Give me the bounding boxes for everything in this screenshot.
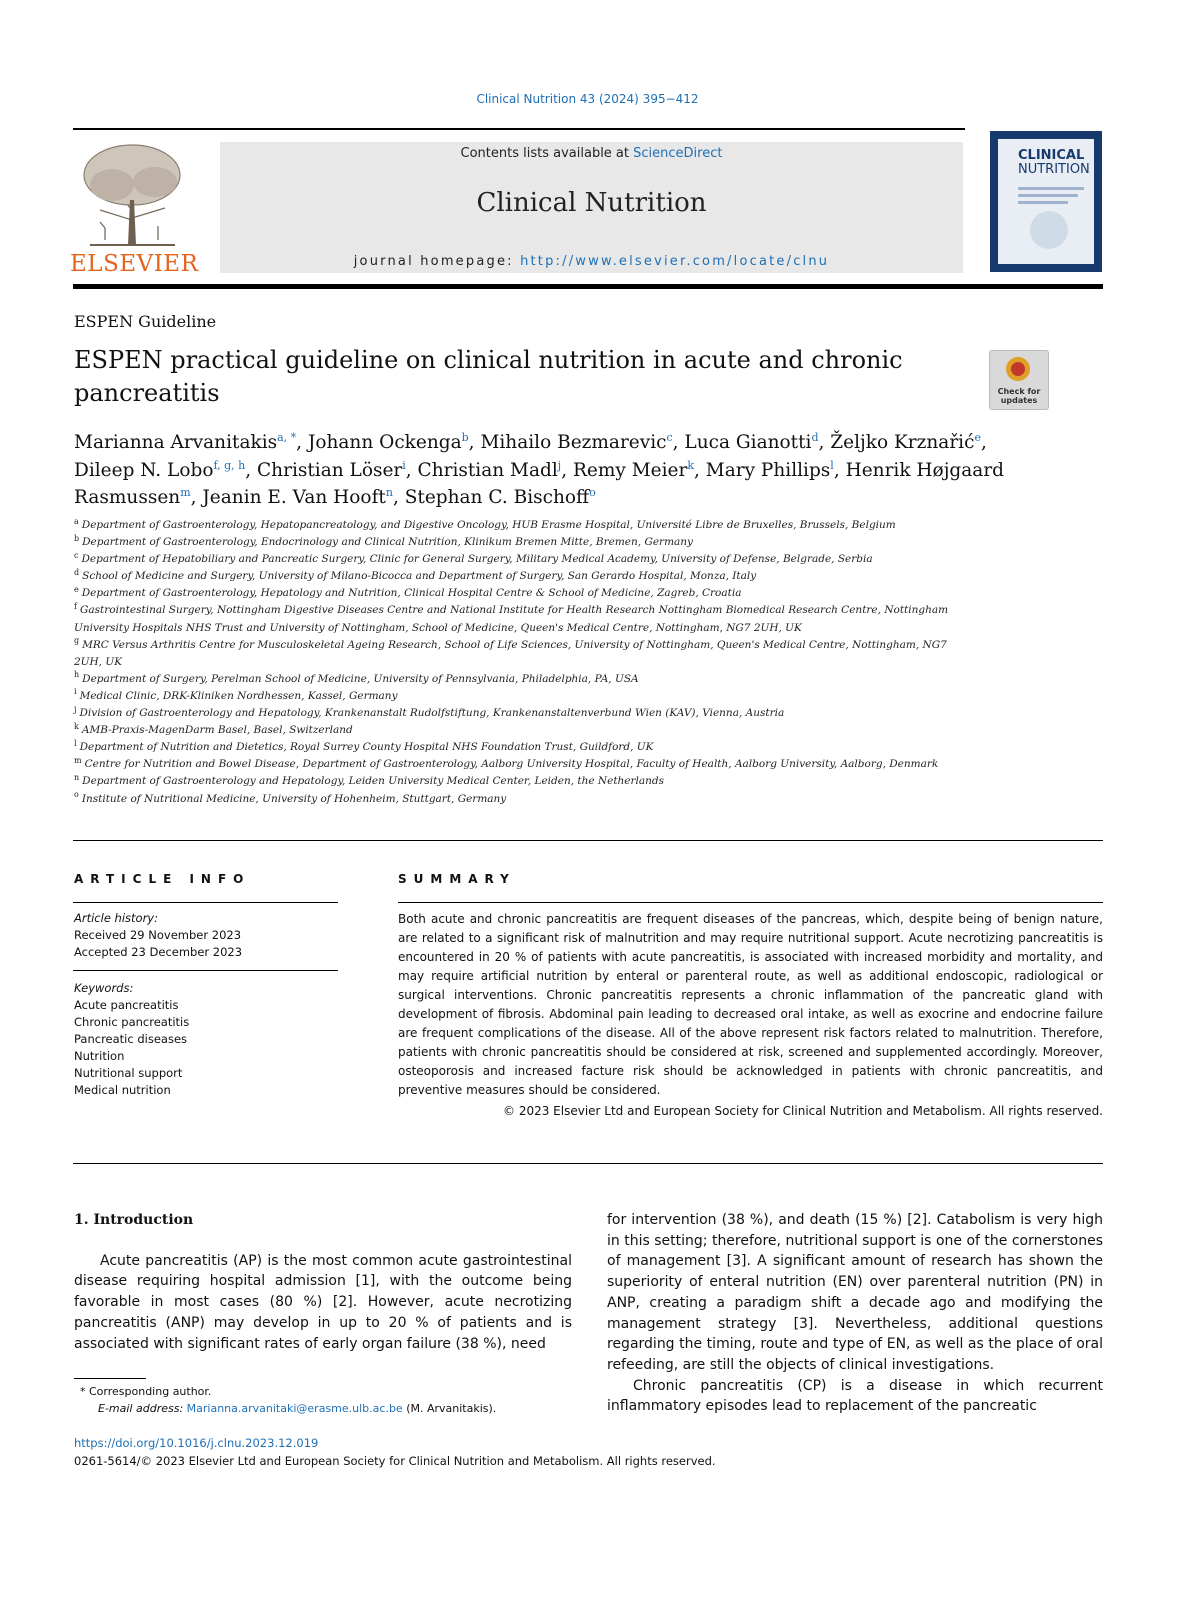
history-label: Article history:: [74, 911, 158, 925]
affiliation: [74, 688, 974, 705]
author[interactable]: Stephan C. Bischoff: [404, 487, 590, 508]
keyword: Pancreatic diseases: [74, 1032, 188, 1046]
article-history: [74, 910, 339, 961]
affiliation: [74, 551, 974, 568]
affiliation-text: Department of Gastroenterology, Endocrinology and Clinical Nutrition, Klinikum Bremen Mitte, Bremen, Germany: [82, 536, 693, 549]
affiliation-text: Institute of Nutritional Medicine, University of Hohenheim, Stuttgart, Germany: [81, 792, 507, 805]
affiliation-mark: k: [74, 721, 79, 731]
summary-copyright: © 2023 Elsevier Ltd and European Society for Clinical Nutrition and Metabolism. All rights reserved.: [503, 1104, 1103, 1118]
affiliation: [74, 791, 974, 808]
homepage-prefix: journal homepage:: [353, 254, 521, 269]
affiliation-mark: n: [74, 772, 80, 782]
homepage-link[interactable]: http://www.elsevier.com/locate/clnu: [520, 254, 830, 269]
keywords-label: Keywords:: [74, 981, 134, 995]
affiliation: [74, 671, 974, 688]
affiliation-mark: l: [74, 738, 77, 748]
journal-cover: [990, 131, 1102, 272]
author-affiliation-mark[interactable]: i: [402, 458, 406, 472]
body-column-right: [607, 1210, 1103, 1417]
journal-masthead: [220, 142, 963, 273]
affiliation: [74, 585, 974, 602]
affiliation-text: Department of Gastroenterology, Hepatology and Nutrition, Clinical Hospital Centre & School of Medicine, Zagreb, Croatia: [81, 587, 742, 600]
affiliation-mark: b: [74, 533, 80, 543]
email-line: [80, 1400, 580, 1417]
affiliation-text: Department of Nutrition and Dietetics, Royal Surrey County Hospital NHS Foundation Trust, Guildford, UK: [79, 741, 654, 754]
author[interactable]: Luca Gianotti: [684, 432, 812, 453]
footnote-rule: [74, 1378, 146, 1379]
author[interactable]: Mihailo Bezmarevic: [480, 432, 667, 453]
author-affiliation-mark[interactable]: b: [461, 430, 469, 444]
article-info-heading: ARTICLE INFO: [74, 872, 251, 886]
affiliation-text: Department of Gastroenterology and Hepatology, Leiden University Medical Center, Leiden, the Netherlands: [82, 775, 665, 788]
author-affiliation-mark[interactable]: c: [666, 430, 673, 444]
affiliation-text: Department of Gastroenterology, Hepatopancreatology, and Digestive Oncology, HUB Erasme Hospital, Université Libre de Bruxelles, Brussels, Belgium: [81, 519, 896, 531]
sciencedirect-link[interactable]: ScienceDirect: [633, 146, 723, 161]
journal-title: Clinical Nutrition: [476, 188, 707, 218]
summary-text: Both acute and chronic pancreatitis are frequent diseases of the pancreas, which, despite being of benign nature, are related to a significant risk of malnutrition and may require nutritional support. Acute necrotizing pancreatitis is encountered in 20 % of patients with acute pancreatitis, is associated with increased morbidity and mortality, and may require artificial nutrition by enteral or parenteral route, as well as additional endoscopic, radiological or surgical interventions. Chronic pancreatitis represents a chronic inflammation of the pancreatic gland with development of fibrosis. Abdominal pain leading to decreased oral intake, as well as exocrine and endocrine failure are frequent complications of the disease. All of the above represent risk factors related to malnutrition. Therefore, patients with chronic pancreatitis should be considered at risk, screened and supplemented accordingly. Moreover, osteoporosis and increased facture risk should be acknowledged in patients with chronic pancreatitis, and preventive measures should be considered.: [398, 912, 1103, 1097]
author-affiliation-mark[interactable]: j: [557, 458, 562, 472]
affiliation: [74, 773, 974, 790]
doi-link[interactable]: https://doi.org/10.1016/j.clnu.2023.12.019: [74, 1436, 319, 1450]
author-affiliation-mark[interactable]: d: [811, 430, 819, 444]
corresponding-author-note: * Corresponding author.: [80, 1385, 212, 1398]
summary-rule: [398, 902, 1103, 903]
issn-line: 0261-5614/© 2023 Elsevier Ltd and European Society for Clinical Nutrition and Metabolism. All rights reserved.: [74, 1454, 716, 1468]
elsevier-wordmark: ELSEVIER: [70, 251, 199, 277]
accepted-date: Accepted 23 December 2023: [74, 945, 243, 959]
email-suffix: (M. Arvanitakis).: [402, 1402, 497, 1415]
affiliation-text: Department of Surgery, Perelman School of Medicine, University of Pennsylvania, Philadelphia, PA, USA: [82, 672, 639, 685]
keyword: Chronic pancreatitis: [74, 1015, 190, 1029]
author[interactable]: Dileep N. Lobo: [74, 459, 214, 481]
crossmark-label: Check for updates: [997, 387, 1041, 405]
affiliation-mark: g: [74, 636, 80, 646]
affiliation: [74, 637, 974, 671]
received-date: Received 29 November 2023: [74, 928, 242, 942]
affiliation-text: School of Medicine and Surgery, University of Milano-Bicocca and Department of Surgery, San Gerardo Hospital, Monza, Italy: [82, 570, 757, 583]
author-affiliation-mark[interactable]: k: [687, 458, 694, 472]
summary-block: [398, 910, 1103, 1121]
intro-paragraph-right-2: Chronic pancreatitis (CP) is a disease in which recurrent inflammatory episodes lead to replacement of the pancreatic: [607, 1377, 1103, 1415]
affiliation-mark: f: [74, 601, 77, 611]
affiliation-mark: e: [74, 584, 79, 594]
affiliation: [74, 602, 974, 636]
affiliation-mark: h: [74, 670, 80, 680]
section-heading: 1. Introduction: [74, 1212, 194, 1228]
top-rule: [73, 128, 965, 130]
author-affiliation-mark[interactable]: f, g, h: [213, 458, 246, 472]
author[interactable]: Johann Ockenga: [307, 432, 462, 453]
author[interactable]: Remy Meier: [572, 459, 688, 481]
affiliation-text: AMB-Praxis-MagenDarm Basel, Basel, Switzerland: [81, 724, 353, 737]
author-affiliation-mark[interactable]: m: [180, 485, 191, 499]
cover-title: [1018, 149, 1090, 177]
affiliation-text: Medical Clinic, DRK-Kliniken Nordhessen, Kassel, Germany: [79, 689, 398, 702]
affiliation: [74, 705, 974, 722]
check-for-updates-button[interactable]: [989, 350, 1049, 410]
crossmark-icon: [1006, 357, 1030, 381]
cover-title-line-2: NUTRITION: [1018, 162, 1090, 177]
intro-paragraph-left: Acute pancreatitis (AP) is the most common acute gastrointestinal disease requiring hospital admission [1], with the outcome being favorable in most cases (80 %) [2]. However, acute necrotizing pancreatitis (ANP) may develop in up to 20 % of patients and is associated with significant rates of early organ failure (38 %), need: [74, 1252, 572, 1352]
affiliation-divider: [73, 840, 1103, 841]
email-link[interactable]: Marianna.arvanitaki@erasme.ulb.ac.be: [186, 1402, 403, 1415]
body-column-left: [74, 1210, 572, 1354]
author[interactable]: Jeanin E. Van Hooft: [202, 487, 386, 508]
tree-icon: [70, 140, 195, 250]
affiliation: [74, 739, 974, 756]
affiliation-text: Centre for Nutrition and Bowel Disease, Department of Gastroenterology, Aalborg University Hospital, Faculty of Health, Aalborg University, Aalborg, Denmark: [84, 758, 939, 771]
affiliation-mark: o: [74, 790, 79, 799]
author[interactable]: Mary Phillips: [705, 459, 831, 481]
affiliation: [74, 534, 974, 551]
author[interactable]: Željko Krznařić: [830, 432, 975, 453]
article-type: ESPEN Guideline: [74, 312, 217, 331]
author[interactable]: Marianna Arvanitakis: [74, 432, 278, 453]
contents-prefix: Contents lists available at: [460, 146, 634, 161]
keyword: Acute pancreatitis: [74, 998, 179, 1012]
affiliation-text: Division of Gastroenterology and Hepatology, Krankenanstalt Rudolfstiftung, Krankenanstaltenverbund Wien (KAV), Vienna, Austria: [79, 707, 785, 720]
journal-reference[interactable]: Clinical Nutrition 43 (2024) 395−412: [476, 92, 699, 106]
affiliation-mark: j: [74, 704, 77, 714]
footnote: [80, 1383, 580, 1417]
affiliation: [74, 756, 974, 773]
affiliation-list: [74, 517, 974, 808]
keyword: Medical nutrition: [74, 1083, 171, 1097]
affiliation-mark: a: [74, 516, 79, 526]
author[interactable]: Christian Löser: [257, 459, 403, 481]
intro-paragraph-right-1: for intervention (38 %), and death (15 %) [2]. Catabolism is very high in this setting; therefore, nutritional support is one of the cornerstones of management [3]. A significant amount of research has shown the superiority of enteral nutrition (EN) over parenteral nutrition (PN) in ANP, creating a paradigm shift a decade ago and modifying the management strategy [3]. Nevertheless, additional questions regarding the timing, route and type of EN, as well as the place of oral refeeding, are still the objects of clinical investigations.: [607, 1212, 1103, 1373]
author[interactable]: Henrik Højgaard Rasmussen: [74, 459, 1005, 508]
affiliation-mark: i: [74, 687, 77, 697]
header-divider: [73, 284, 1103, 289]
affiliation: [74, 517, 974, 534]
author[interactable]: Christian Madl: [417, 459, 558, 481]
author-affiliation-mark[interactable]: e: [974, 430, 981, 444]
affiliation-mark: c: [74, 550, 79, 560]
affiliation: [74, 568, 974, 585]
email-label: E-mail address:: [98, 1402, 187, 1415]
affiliation-text: Gastrointestinal Surgery, Nottingham Digestive Diseases Centre and National Institute for Health Research Nottingham Biomedical Research Centre, Nottingham University Hospitals NHS Trust and University of Nottingham, School of Medicine, Queen's Medical Centre, Nottingham, NG7 2UH, UK: [74, 604, 949, 634]
history-rule: [73, 970, 338, 971]
contents-line: [220, 146, 963, 161]
summary-heading: SUMMARY: [398, 872, 516, 886]
affiliation-mark: m: [74, 755, 82, 765]
keywords-block: [74, 980, 339, 1099]
affiliation: [74, 722, 974, 739]
homepage-line: [220, 254, 963, 269]
cover-title-line-1: CLINICAL: [1018, 148, 1085, 163]
affiliation-mark: d: [74, 567, 80, 577]
summary-divider: [73, 1163, 1103, 1164]
author-list: Marianna Arvanitakis$^{a, *}$, Johann Ockenga$^b$, Mihailo Bezmarevic$^c$, Luca Gianotti$^d$, Željko Krznařić$^e$, Dileep N. Lobo$^{f, g, h}$, Christian Löser$^i$, Christian Madl$^j$, Remy Meier$^k$, Mary Phillips$^l$, Henrik Højgaard Rasmussen$^m$, Jeanin E. Van Hooft$^n$, Stephan C. Bischoff$^o$: [74, 430, 1005, 508]
article-info-rule: [73, 902, 338, 903]
author-affiliation-mark[interactable]: n: [385, 485, 393, 499]
keyword: Nutrition: [74, 1049, 125, 1063]
author-affiliation-mark[interactable]: l: [830, 458, 834, 472]
affiliation-text: MRC Versus Arthritis Centre for Musculoskeletal Ageing Research, School of Life Sciences, University of Nottingham, Queen's Medical Centre, Nottingham, NG7 2UH, UK: [74, 638, 947, 668]
author-affiliation-mark[interactable]: o: [589, 485, 596, 499]
keyword: Nutritional support: [74, 1066, 183, 1080]
elsevier-logo: [70, 140, 199, 277]
article-title: ESPEN practical guideline on clinical nutrition in acute and chronic pancreatitis: [74, 346, 903, 407]
author-affiliation-mark[interactable]: a, *: [277, 430, 297, 444]
affiliation-text: Department of Hepatobiliary and Pancreatic Surgery, Clinic for General Surgery, Military Medical Academy, University of Defense, Belgrade, Serbia: [81, 553, 873, 566]
